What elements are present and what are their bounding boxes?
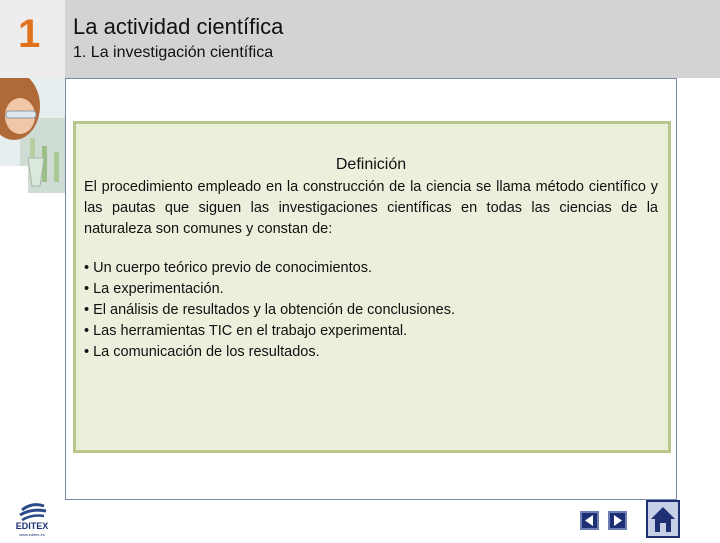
definition-box [73, 121, 671, 453]
home-button[interactable] [646, 500, 680, 538]
definition-body: El procedimiento empleado en la construcción de la ciencia se llama método científico y las pautas que siguen las investigaciones científicas en todas las ciencias de la naturaleza son comunes y constan de: [84, 179, 658, 237]
svg-text:www.editex.es: www.editex.es [19, 532, 45, 537]
chapter-number: 1 [18, 12, 41, 56]
chapter-box [0, 0, 65, 78]
page-title: La actividad científica [73, 14, 284, 39]
home-icon [648, 502, 678, 536]
list-item: • Un cuerpo teórico previo de conocimientos. [84, 260, 372, 276]
previous-button[interactable] [580, 511, 599, 530]
arrow-left-icon [582, 513, 597, 528]
list-item: • La experimentación. [84, 281, 224, 297]
definition-title: Definición [335, 156, 407, 173]
header-bar [0, 0, 720, 78]
list-item: • La comunicación de los resultados. [84, 344, 320, 360]
definition-list [84, 258, 658, 363]
next-button[interactable] [608, 511, 627, 530]
page-subtitle: 1. La investigación científica [73, 44, 274, 61]
scientist-photo [0, 78, 65, 193]
arrow-right-icon [610, 513, 625, 528]
list-item: • Las herramientas TIC en el trabajo experimental. [84, 323, 408, 339]
editex-logo [8, 500, 56, 538]
list-item: • El análisis de resultados y la obtención de conclusiones. [84, 302, 456, 318]
svg-text:EDITEX: EDITEX [15, 521, 49, 531]
